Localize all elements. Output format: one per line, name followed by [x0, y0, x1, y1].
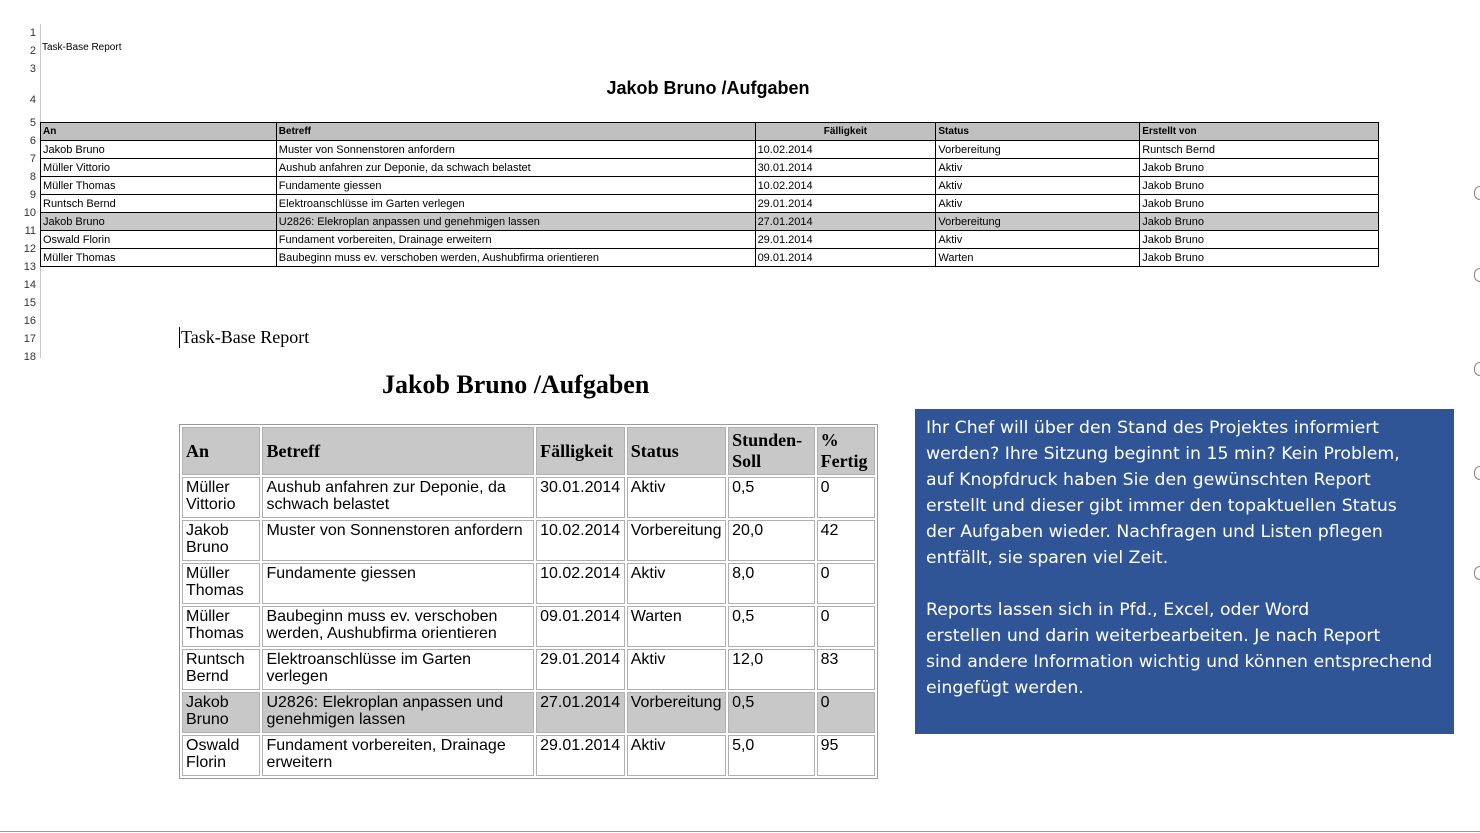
report-table-row — [182, 477, 875, 518]
sheet-header-erstellt[interactable]: Erstellt von — [1140, 123, 1379, 141]
sheet-heading: Jakob Bruno /Aufgaben — [606, 78, 810, 98]
sheet-cell-erstellt[interactable]: Jakob Bruno — [1140, 159, 1379, 177]
report-cell-fertig: 0 — [817, 563, 875, 604]
report-cell-betreff-line2: erweitern — [266, 754, 333, 771]
sheet-header-an[interactable]: An — [41, 123, 277, 141]
report-cell-fertig: 0 — [817, 692, 875, 733]
sheet-cell-erstellt[interactable]: Jakob Bruno — [1140, 177, 1379, 195]
report-cell-status: Vorbereitung — [627, 520, 726, 561]
report-cell-an-line2: Thomas — [186, 582, 244, 599]
row-number[interactable]: 4 — [29, 94, 36, 106]
report-cell-stunden: 0,5 — [728, 692, 815, 733]
report-cell-stunden: 8,0 — [728, 563, 815, 604]
sheet-cell-erstellt[interactable]: Jakob Bruno — [1140, 249, 1379, 267]
row-number[interactable]: 2 — [29, 45, 36, 57]
report-cell-an-line1: Müller — [186, 608, 230, 625]
row-number[interactable]: 18 — [23, 351, 36, 363]
report-header-fertig-line1: % — [820, 430, 839, 450]
report-cell-betreff — [262, 520, 534, 561]
report-cell-betreff-line2: werden, Aushubfirma orientieren — [266, 625, 497, 642]
row-number[interactable]: 13 — [23, 261, 36, 273]
report-cell-an — [182, 520, 260, 561]
report-cell-betreff — [262, 735, 534, 776]
report-cell-an-line1: Runtsch — [186, 651, 245, 668]
sheet-cell-status[interactable]: Aktiv — [936, 195, 1140, 213]
report-cell-faellig: 10.02.2014 — [536, 563, 625, 604]
sheet-table-row — [41, 177, 1379, 195]
report-cell-an-line2: Bruno — [186, 711, 229, 728]
sheet-cell-faellig[interactable]: 10.02.2014 — [755, 177, 936, 195]
sheet-cell-faellig[interactable]: 27.01.2014 — [755, 213, 936, 231]
sheet-task-table — [40, 122, 1379, 267]
report-cell-an-line1: Oswald — [186, 737, 240, 754]
report-heading: Jakob Bruno /Aufgaben — [382, 370, 650, 399]
report-title: Task-Base Report — [181, 327, 310, 347]
report-cell-betreff — [262, 649, 534, 690]
sheet-header-betreff[interactable]: Betreff — [276, 123, 755, 141]
report-cell-stunden: 5,0 — [728, 735, 815, 776]
row-number[interactable]: 14 — [23, 279, 36, 291]
sheet-cell-faellig[interactable]: 29.01.2014 — [755, 195, 936, 213]
report-header-status: Status — [627, 427, 726, 475]
sheet-header-row — [41, 123, 1379, 141]
report-cell-faellig: 30.01.2014 — [536, 477, 625, 518]
report-cell-fertig: 95 — [817, 735, 875, 776]
report-cell-stunden: 0,5 — [728, 606, 815, 647]
sheet-cell-status[interactable]: Aktiv — [936, 231, 1140, 249]
sheet-cell-betreff[interactable]: Baubeginn muss ev. verschoben werden, Aushubfirma orientieren — [276, 249, 755, 267]
report-header-stunden-line1: Stunden- — [732, 430, 803, 450]
row-number[interactable]: 16 — [23, 315, 36, 327]
sheet-cell-faellig[interactable]: 09.01.2014 — [755, 249, 936, 267]
report-cell-fertig: 0 — [817, 477, 875, 518]
sheet-cell-an[interactable]: Jakob Bruno — [41, 213, 277, 231]
row-number[interactable]: 8 — [29, 171, 36, 183]
sheet-cell-betreff[interactable]: Aushub anfahren zur Deponie, da schwach belastet — [276, 159, 755, 177]
sheet-table-row — [41, 159, 1379, 177]
sheet-cell-erstellt[interactable]: Jakob Bruno — [1140, 213, 1379, 231]
report-cell-status: Vorbereitung — [627, 692, 726, 733]
report-cell-betreff-line2: schwach belastet — [266, 496, 390, 513]
report-cell-an — [182, 563, 260, 604]
edge-handle-mark — [1474, 186, 1480, 200]
report-cell-an-line1: Jakob — [186, 522, 229, 539]
report-cell-betreff — [262, 606, 534, 647]
report-table-row — [182, 520, 875, 561]
sheet-cell-erstellt[interactable]: Jakob Bruno — [1140, 195, 1379, 213]
report-cell-fertig: 83 — [817, 649, 875, 690]
report-cell-betreff — [262, 563, 534, 604]
report-cell-betreff-line1: Aushub anfahren zur Deponie, da — [266, 479, 506, 496]
report-table-row — [182, 692, 875, 733]
report-cell-an — [182, 649, 260, 690]
row-number[interactable]: 6 — [29, 135, 36, 147]
report-cell-an — [182, 692, 260, 733]
info-paragraph-2: Reports lassen sich in Pfd., Excel, oder Word erstellen und darin weiterbearbeiten. Je nach Report sind andere Information wichtig und können entsprechend eingefügt werden. — [926, 600, 1433, 698]
sheet-cell-betreff[interactable]: Fundamente giessen — [276, 177, 755, 195]
report-cell-an-line2: Florin — [186, 754, 227, 771]
sheet-cell-status[interactable]: Aktiv — [936, 177, 1140, 195]
info-paragraph-1: Ihr Chef will über den Stand des Projektes informiert werden? Ihre Sitzung beginnt in 15 min? Kein Problem, auf Knopfdruck haben Sie den gewünschten Report erstellt und dieser gibt immer den topaktuellen Status der Aufgaben wieder. Nachfragen und Listen pflegen entfällt, sie sparen viel Zeit. — [926, 418, 1400, 568]
report-cell-an-line1: Jakob — [186, 694, 229, 711]
report-header-betreff: Betreff — [262, 427, 534, 475]
report-cell-betreff-line1: Muster von Sonnenstoren anfordern — [266, 522, 523, 539]
report-header-an: An — [182, 427, 260, 475]
sheet-cell-an[interactable]: Runtsch Bernd — [41, 195, 277, 213]
sheet-header-status[interactable]: Status — [936, 123, 1140, 141]
row-number[interactable]: 12 — [23, 243, 36, 255]
report-table-row — [182, 735, 875, 776]
report-cell-betreff-line1: Elektroanschlüsse im Garten verlegen — [266, 651, 471, 685]
sheet-report-title: Task-Base Report — [42, 42, 122, 53]
report-cell-status: Aktiv — [627, 477, 726, 518]
report-cell-betreff-line1: Baubeginn muss ev. verschoben — [266, 608, 498, 625]
sheet-cell-an[interactable]: Müller Thomas — [41, 249, 277, 267]
sheet-cell-betreff[interactable]: Muster von Sonnenstoren anfordern — [276, 141, 755, 159]
report-cell-betreff — [262, 477, 534, 518]
row-number-column — [18, 24, 40, 366]
sheet-table-row — [41, 213, 1379, 231]
info-callout-box — [915, 409, 1454, 734]
report-cell-status: Aktiv — [627, 735, 726, 776]
report-cell-faellig: 27.01.2014 — [536, 692, 625, 733]
report-cell-stunden: 20,0 — [728, 520, 815, 561]
row-number[interactable]: 17 — [23, 333, 36, 345]
sheet-table-row — [41, 141, 1379, 159]
edge-handle-mark — [1474, 268, 1480, 282]
sheet-table-row — [41, 231, 1379, 249]
edge-handle-mark — [1474, 466, 1480, 480]
report-cell-stunden: 12,0 — [728, 649, 815, 690]
report-cell-faellig: 10.02.2014 — [536, 520, 625, 561]
report-cell-an — [182, 606, 260, 647]
report-cell-betreff-line2: genehmigen lassen — [266, 711, 406, 728]
report-cell-faellig: 09.01.2014 — [536, 606, 625, 647]
sheet-cell-an[interactable]: Müller Vittorio — [41, 159, 277, 177]
sheet-cell-betreff[interactable]: U2826: Elekroplan anpassen und genehmigen lassen — [276, 213, 755, 231]
report-cell-status: Aktiv — [627, 649, 726, 690]
report-cell-an — [182, 477, 260, 518]
report-cell-fertig: 42 — [817, 520, 875, 561]
report-header-stunden-line2: Soll — [732, 451, 762, 471]
report-table-row — [182, 563, 875, 604]
sheet-cell-faellig[interactable]: 30.01.2014 — [755, 159, 936, 177]
edge-handle-mark — [1474, 362, 1480, 376]
report-task-table — [179, 424, 878, 779]
row-number[interactable]: 11 — [24, 225, 36, 237]
sheet-cell-erstellt[interactable]: Runtsch Bernd — [1140, 141, 1379, 159]
report-cell-faellig: 29.01.2014 — [536, 735, 625, 776]
sheet-table-row — [41, 195, 1379, 213]
report-cell-betreff-line1: Fundament vorbereiten, Drainage — [266, 737, 506, 754]
sheet-cell-status[interactable]: Vorbereitung — [936, 141, 1140, 159]
sheet-cell-an[interactable]: Jakob Bruno — [41, 141, 277, 159]
report-cell-an-line2: Vittorio — [186, 496, 236, 513]
report-cell-betreff — [262, 692, 534, 733]
report-cell-an — [182, 735, 260, 776]
report-cell-an-line1: Müller — [186, 565, 230, 582]
report-table-row — [182, 649, 875, 690]
report-cell-status: Aktiv — [627, 563, 726, 604]
sheet-cell-an[interactable]: Oswald Florin — [41, 231, 277, 249]
sheet-header-faelligkeit[interactable]: Fälligkeit — [755, 123, 936, 141]
sheet-cell-erstellt[interactable]: Jakob Bruno — [1140, 231, 1379, 249]
sheet-cell-status[interactable]: Aktiv — [936, 159, 1140, 177]
report-header-fertig-line2: Fertig — [820, 451, 868, 471]
row-number[interactable]: 10 — [23, 207, 36, 219]
sheet-cell-betreff[interactable]: Elektroanschlüsse im Garten verlegen — [276, 195, 755, 213]
report-cell-fertig: 0 — [817, 606, 875, 647]
report-header-faelligkeit: Fälligkeit — [536, 427, 625, 475]
row-number[interactable]: 9 — [29, 189, 36, 201]
report-cell-an-line2: Bernd — [186, 668, 229, 685]
sheet-cell-faellig[interactable]: 29.01.2014 — [755, 231, 936, 249]
row-number[interactable]: 15 — [23, 297, 36, 309]
row-number[interactable]: 1 — [29, 27, 36, 39]
sheet-cell-status[interactable]: Vorbereitung — [936, 213, 1140, 231]
edge-handle-mark — [1474, 566, 1480, 580]
sheet-cell-an[interactable]: Müller Thomas — [41, 177, 277, 195]
report-cell-faellig: 29.01.2014 — [536, 649, 625, 690]
report-cell-an-line2: Thomas — [186, 625, 244, 642]
report-cell-an-line2: Bruno — [186, 539, 229, 556]
report-cell-an-line1: Müller — [186, 479, 230, 496]
report-cell-status: Warten — [627, 606, 726, 647]
row-number[interactable]: 3 — [29, 63, 36, 75]
report-cell-betreff-line1: U2826: Elekroplan anpassen und — [266, 694, 504, 711]
report-header-stunden — [728, 427, 815, 475]
report-header-fertig — [817, 427, 875, 475]
sheet-cell-betreff[interactable]: Fundament vorbereiten, Drainage erweitern — [276, 231, 755, 249]
report-table-row — [182, 606, 875, 647]
sheet-table-row — [41, 249, 1379, 267]
sheet-cell-faellig[interactable]: 10.02.2014 — [755, 141, 936, 159]
row-number[interactable]: 5 — [29, 117, 36, 129]
bottom-divider — [0, 831, 1480, 832]
report-header-row — [182, 427, 875, 475]
row-number[interactable]: 7 — [29, 153, 36, 165]
sheet-cell-status[interactable]: Warten — [936, 249, 1140, 267]
report-cell-stunden: 0,5 — [728, 477, 815, 518]
report-cell-betreff-line1: Fundamente giessen — [266, 565, 416, 582]
